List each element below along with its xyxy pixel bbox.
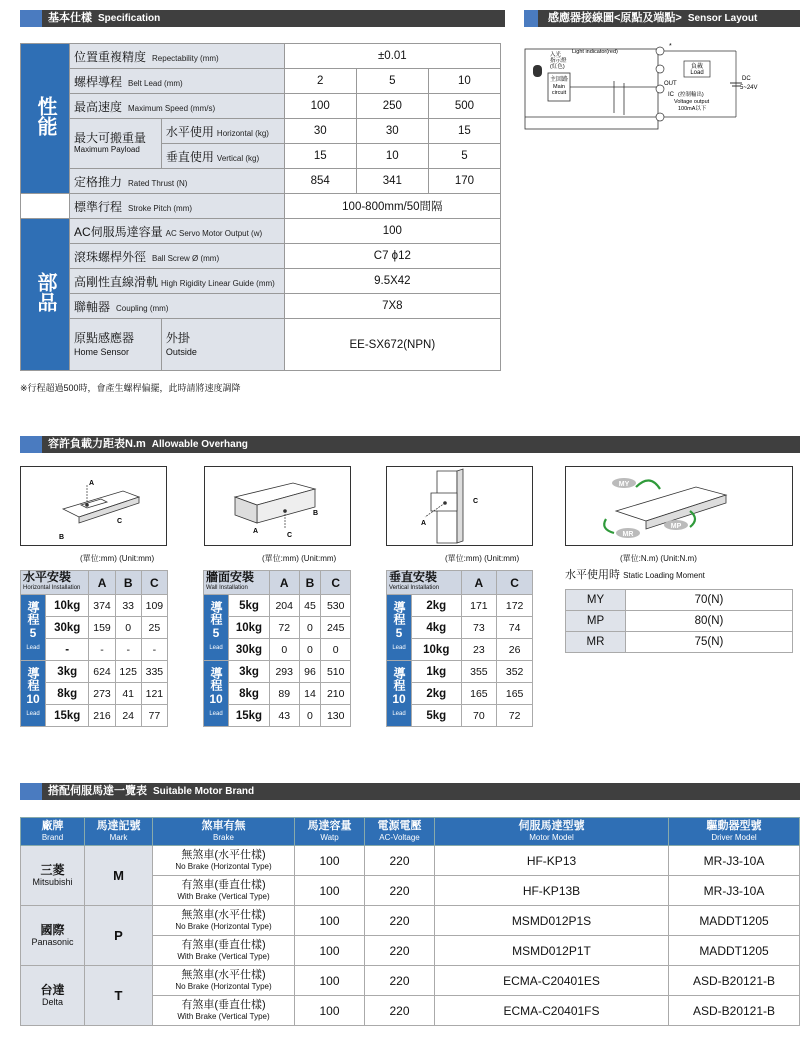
table-row xyxy=(21,595,168,617)
label-c: C xyxy=(117,518,123,525)
horizontal-title: 水平安裝 Horizontal Installation xyxy=(21,571,89,595)
moment-title xyxy=(565,566,705,582)
value-a: 73 xyxy=(461,617,497,639)
group-performance: 性能 xyxy=(21,44,70,194)
spec-row-screw xyxy=(21,244,501,269)
value-c: 77 xyxy=(141,705,167,727)
table-row xyxy=(566,611,793,632)
mark-cell: T xyxy=(85,966,153,1026)
table-row xyxy=(21,661,168,683)
brake-cell: 有煞車(垂直仕樣) With Brake (Vertical Type) xyxy=(153,876,295,906)
indicator-label3: (紅色) xyxy=(550,64,565,70)
col-b: B xyxy=(115,571,141,595)
value-payload-v-1: 15 xyxy=(284,144,356,169)
weight-cell: 3kg xyxy=(46,661,89,683)
lead-10-label: 導程 10 Lead xyxy=(204,661,229,727)
value-b: 0 xyxy=(299,639,321,661)
value-c: 109 xyxy=(141,595,167,617)
rotation-arrow-icon xyxy=(636,480,660,489)
weight-cell: 4kg xyxy=(412,617,462,639)
dc-voltage: 5~24V xyxy=(740,85,758,91)
watt-cell: 100 xyxy=(295,996,365,1026)
col-motor-model: 伺服馬達型號 Motor Model xyxy=(435,818,669,846)
spec-row-coupling xyxy=(21,294,501,319)
value-b: 24 xyxy=(115,705,141,727)
vertical-title: 垂直安裝 Vertical Installation xyxy=(387,571,462,595)
value-thrust-1: 854 xyxy=(284,169,356,194)
col-c: C xyxy=(497,571,533,595)
brake-cell: 有煞車(垂直仕樣) With Brake (Vertical Type) xyxy=(153,936,295,966)
sensor-wiring-diagram xyxy=(524,43,764,133)
moment-value: 75(N) xyxy=(626,632,793,653)
col-c: C xyxy=(321,571,351,595)
watt-cell: 100 xyxy=(295,846,365,876)
value-b: 0 xyxy=(115,617,141,639)
horizontal-install-diagram xyxy=(21,467,166,545)
spec-row-motor xyxy=(21,219,501,244)
spec-row-stroke xyxy=(21,194,501,219)
header-accent xyxy=(524,10,538,27)
motor-model-cell: ECMA-C20401ES xyxy=(435,966,669,996)
value-a: 216 xyxy=(89,705,115,727)
moment-key: MY xyxy=(566,590,626,611)
weight-cell: 2kg xyxy=(412,683,462,705)
load-zh: 負載 xyxy=(690,64,704,70)
indicator-label: 入光 xyxy=(550,52,562,58)
moment-diagram-panel xyxy=(565,466,793,546)
col-brake: 煞車有無 Brake xyxy=(153,818,295,846)
voltage-cell: 220 xyxy=(365,846,435,876)
col-a: A xyxy=(89,571,115,595)
label-ball-screw: 滾珠螺桿外徑 Ball Screw Ø (mm) xyxy=(70,244,285,269)
overhang-header-en: Allowable Overhang xyxy=(151,439,248,450)
value-home-sensor: EE-SX672(NPN) xyxy=(284,319,500,371)
value-c: 74 xyxy=(497,617,533,639)
ctrl-label: (控制輸出) xyxy=(678,92,704,98)
label-lead: 螺桿導程 Belt Lead (mm) xyxy=(70,69,285,94)
header-accent xyxy=(20,436,42,453)
wall-title: 牆面安裝 Wall Installation xyxy=(204,571,270,595)
vertical-diagram-panel xyxy=(386,466,533,546)
value-c: 25 xyxy=(141,617,167,639)
value-speed-1: 100 xyxy=(284,94,356,119)
value-thrust-3: 170 xyxy=(428,169,500,194)
horizontal-overhang-table xyxy=(20,570,168,727)
table-row xyxy=(204,595,351,617)
value-payload-h-3: 15 xyxy=(428,119,500,144)
label-home-sensor: 原點感應器 Home Sensor xyxy=(70,319,162,371)
moment-value: 70(N) xyxy=(626,590,793,611)
value-b: 0 xyxy=(299,617,321,639)
weight-cell: 3kg xyxy=(229,661,270,683)
value-b: 0 xyxy=(299,705,321,727)
value-a: 0 xyxy=(269,639,299,661)
motor-model-cell: MSMD012P1T xyxy=(435,936,669,966)
value-c: 245 xyxy=(321,617,351,639)
spec-row-repeat xyxy=(21,44,501,69)
ic-label: IC xyxy=(668,92,674,98)
led-icon xyxy=(533,65,542,77)
label-a: A xyxy=(89,480,95,487)
dc-label: DC xyxy=(742,76,751,82)
driver-model-cell: MADDT1205 xyxy=(669,906,800,936)
value-a: 273 xyxy=(89,683,115,705)
value-c: 210 xyxy=(321,683,351,705)
value-speed-2: 250 xyxy=(356,94,428,119)
wall-diagram-panel xyxy=(204,466,351,546)
light-indicator-label: Light indicator(red) xyxy=(572,49,618,55)
value-a: 70 xyxy=(461,705,497,727)
weight-cell: 30kg xyxy=(229,639,270,661)
motor-model-cell: HF-KP13 xyxy=(435,846,669,876)
motor-header-en: Suitable Motor Brand xyxy=(153,786,255,797)
table-row xyxy=(21,846,800,876)
lead-5-label: 導程 5 Lead xyxy=(387,595,412,661)
value-c: 530 xyxy=(321,595,351,617)
overhang-header-zh: 容許負載力距表N.m xyxy=(48,438,146,450)
value-payload-h-2: 30 xyxy=(356,119,428,144)
label-c: C xyxy=(287,532,293,539)
value-b: 41 xyxy=(115,683,141,705)
weight-cell: 8kg xyxy=(229,683,270,705)
table-row xyxy=(566,632,793,653)
weight-cell: 10kg xyxy=(229,617,270,639)
brake-cell: 無煞車(水平仕樣) No Brake (Horizontal Type) xyxy=(153,846,295,876)
watt-cell: 100 xyxy=(295,936,365,966)
indicator-label2: 指示燈 xyxy=(550,58,567,64)
main-circuit-en2: circuit xyxy=(551,90,567,96)
moment-key: MR xyxy=(566,632,626,653)
voltage-cell: 220 xyxy=(365,906,435,936)
value-b: 96 xyxy=(299,661,321,683)
load-en: Load xyxy=(690,70,704,76)
motor-section-header xyxy=(20,783,800,800)
header-accent xyxy=(20,783,42,800)
terminal-out-icon xyxy=(656,85,664,93)
value-a: 374 xyxy=(89,595,115,617)
voltage-cell: 220 xyxy=(365,876,435,906)
value-speed-3: 500 xyxy=(428,94,500,119)
label-stroke: 標準行程 Stroke Pitch (mm) xyxy=(70,194,285,219)
driver-model-cell: MR-J3-10A xyxy=(669,846,800,876)
terminal-l-icon xyxy=(656,65,664,73)
value-a: 624 xyxy=(89,661,115,683)
terminal-minus-icon xyxy=(656,113,664,121)
weight-cell: 5kg xyxy=(412,705,462,727)
weight-cell: 8kg xyxy=(46,683,89,705)
value-a: 159 xyxy=(89,617,115,639)
value-c: 352 xyxy=(497,661,533,683)
mark-cell: P xyxy=(85,906,153,966)
value-lead-1: 2 xyxy=(284,69,356,94)
spec-section-header xyxy=(20,10,505,27)
spec-row-thrust xyxy=(21,169,501,194)
motor-model-cell: HF-KP13B xyxy=(435,876,669,906)
label-mr: MR xyxy=(622,531,634,538)
spec-row-guide xyxy=(21,269,501,294)
weight-cell: 2kg xyxy=(412,595,462,617)
wall-install-diagram xyxy=(205,467,350,545)
star-mark: * xyxy=(669,43,672,50)
voltage-cell: 220 xyxy=(365,966,435,996)
voltage-cell: 220 xyxy=(365,936,435,966)
col-c: C xyxy=(141,571,167,595)
driver-model-cell: ASD-B20121-B xyxy=(669,966,800,996)
value-payload-h-1: 30 xyxy=(284,119,356,144)
value-b: 14 xyxy=(299,683,321,705)
spec-row-speed xyxy=(21,94,501,119)
voltage-output-label: Voltage output xyxy=(674,99,710,105)
voltage-cell: 220 xyxy=(365,996,435,1026)
brand-cell: 國際 Panasonic xyxy=(21,906,85,966)
value-payload-v-3: 5 xyxy=(428,144,500,169)
value-c: 0 xyxy=(321,639,351,661)
value-coupling: 7X8 xyxy=(284,294,500,319)
col-mark: 馬達記號 Mark xyxy=(85,818,153,846)
value-a: 165 xyxy=(461,683,497,705)
out-label: OUT xyxy=(664,81,677,87)
unit-vertical: (單位:mm) (Unit:mm) xyxy=(445,554,520,563)
motor-header-row xyxy=(21,818,800,846)
value-b: - xyxy=(115,639,141,661)
group-parts: 部品 xyxy=(21,219,70,371)
sensor-section-header xyxy=(524,10,800,27)
value-a: 23 xyxy=(461,639,497,661)
sensor-header-en: Sensor Layout xyxy=(687,13,758,24)
value-c: 130 xyxy=(321,705,351,727)
voltage-output-limit: 100mA以下 xyxy=(678,106,707,112)
lead-5-label: 導程 5 Lead xyxy=(21,595,46,661)
driver-model-cell: ASD-B20121-B xyxy=(669,996,800,1026)
value-c: - xyxy=(141,639,167,661)
unit-horizontal: (單位:mm) (Unit:mm) xyxy=(80,554,155,563)
table-row xyxy=(21,906,800,936)
value-a: 293 xyxy=(269,661,299,683)
spec-table xyxy=(20,43,501,371)
lead-10-label: 導程 10 Lead xyxy=(21,661,46,727)
col-b: B xyxy=(299,571,321,595)
col-voltage: 電源電壓 AC-Voltage xyxy=(365,818,435,846)
label-repeatability: 位置重複精度 Repectability (mm) xyxy=(70,44,285,69)
label-payload-horizontal: 水平使用 Horizontal (kg) xyxy=(161,119,284,144)
col-brand: 廠牌 Brand xyxy=(21,818,85,846)
value-a: 204 xyxy=(269,595,299,617)
value-motor-output: 100 xyxy=(284,219,500,244)
spec-header-zh: 基本仕樣 xyxy=(48,12,92,24)
brake-cell: 無煞車(水平仕樣) No Brake (Horizontal Type) xyxy=(153,906,295,936)
col-a: A xyxy=(269,571,299,595)
value-c: 72 xyxy=(497,705,533,727)
label-thrust: 定格推力 Rated Thrust (N) xyxy=(70,169,285,194)
label-payload: 最大可搬重量 Maximum Payload xyxy=(70,119,162,169)
moment-diagram xyxy=(566,467,792,545)
wall-overhang-table xyxy=(203,570,351,727)
watt-cell: 100 xyxy=(295,906,365,936)
brake-cell: 有煞車(垂直仕樣) With Brake (Vertical Type) xyxy=(153,996,295,1026)
value-thrust-2: 341 xyxy=(356,169,428,194)
brand-cell: 三菱 Mitsubishi xyxy=(21,846,85,906)
motor-table xyxy=(20,817,800,1026)
label-a: A xyxy=(253,528,259,535)
col-a: A xyxy=(461,571,497,595)
moment-title-zh: 水平使用時 xyxy=(565,569,620,581)
group-spacer xyxy=(21,194,70,219)
label-my: MY xyxy=(618,481,630,488)
moment-value: 80(N) xyxy=(626,611,793,632)
mark-cell: M xyxy=(85,846,153,906)
label-motor-output: AC伺服馬達容量 AC Servo Motor Output (w) xyxy=(70,219,285,244)
weight-cell: 1kg xyxy=(412,661,462,683)
lead-10-label: 導程 10 Lead xyxy=(387,661,412,727)
vertical-overhang-table xyxy=(386,570,533,727)
driver-model-cell: MR-J3-10A xyxy=(669,876,800,906)
table-row xyxy=(387,661,533,683)
value-c: 172 xyxy=(497,595,533,617)
lead-5-label: 導程 5 Lead xyxy=(204,595,229,661)
value-c: 335 xyxy=(141,661,167,683)
spec-header-en: Specification xyxy=(98,13,161,24)
weight-cell: 10kg xyxy=(46,595,89,617)
value-c: 165 xyxy=(497,683,533,705)
horizontal-diagram-panel xyxy=(20,466,167,546)
brake-cell: 無煞車(水平仕樣) No Brake (Horizontal Type) xyxy=(153,966,295,996)
moment-key: MP xyxy=(566,611,626,632)
motor-model-cell: ECMA-C20401FS xyxy=(435,996,669,1026)
value-c: 121 xyxy=(141,683,167,705)
col-driver-model: 驅動器型號 Driver Model xyxy=(669,818,800,846)
label-payload-vertical: 垂直使用 Vertical (kg) xyxy=(161,144,284,169)
weight-cell: - xyxy=(46,639,89,661)
value-b: 125 xyxy=(115,661,141,683)
moment-title-en: Static Loading Moment xyxy=(623,571,705,580)
value-ball-screw: C7 ϕ12 xyxy=(284,244,500,269)
moment-table xyxy=(565,589,793,653)
vertical-install-diagram xyxy=(387,467,532,545)
weight-cell: 10kg xyxy=(412,639,462,661)
driver-model-cell: MADDT1205 xyxy=(669,936,800,966)
table-row xyxy=(387,595,533,617)
value-linear-guide: 9.5X42 xyxy=(284,269,500,294)
value-a: - xyxy=(89,639,115,661)
table-row xyxy=(204,661,351,683)
value-stroke: 100-800mm/50間隔 xyxy=(284,194,500,219)
label-coupling: 聯軸器 Coupling (mm) xyxy=(70,294,285,319)
unit-moment: (單位:N.m) (Unit:N.m) xyxy=(620,554,697,563)
value-lead-2: 5 xyxy=(356,69,428,94)
label-b: B xyxy=(313,510,319,517)
weight-cell: 15kg xyxy=(229,705,270,727)
label-b: B xyxy=(59,534,65,541)
value-c: 510 xyxy=(321,661,351,683)
value-b: 45 xyxy=(299,595,321,617)
motor-model-cell: MSMD012P1S xyxy=(435,906,669,936)
value-b: 33 xyxy=(115,595,141,617)
weight-cell: 5kg xyxy=(229,595,270,617)
stroke-note: ※行程超過500時，會產生螺桿偏擺，此時請將速度調降 xyxy=(20,383,241,393)
watt-cell: 100 xyxy=(295,876,365,906)
header-accent xyxy=(20,10,42,27)
table-row xyxy=(566,590,793,611)
value-a: 171 xyxy=(461,595,497,617)
label-c: C xyxy=(473,498,479,505)
sensor-header-zh: 感應器接線圖<原點及端點> xyxy=(548,12,682,24)
value-a: 89 xyxy=(269,683,299,705)
watt-cell: 100 xyxy=(295,966,365,996)
motor-header-zh: 搭配伺服馬達一覽表 xyxy=(48,785,147,797)
table-row xyxy=(21,966,800,996)
weight-cell: 15kg xyxy=(46,705,89,727)
value-a: 72 xyxy=(269,617,299,639)
weight-cell: 30kg xyxy=(46,617,89,639)
col-watt: 馬達容量 Watp xyxy=(295,818,365,846)
label-linear-guide: 高剛性直線滑軌 High Rigidity Linear Guide (mm) xyxy=(70,269,285,294)
value-lead-3: 10 xyxy=(428,69,500,94)
main-circuit-en1: Main xyxy=(553,84,565,90)
label-a: A xyxy=(421,520,427,527)
spec-row-home-sensor xyxy=(21,319,501,371)
rotation-arrow-icon xyxy=(604,519,614,533)
spec-row-lead xyxy=(21,69,501,94)
value-payload-v-2: 10 xyxy=(356,144,428,169)
label-mp: MP xyxy=(670,523,682,530)
value-a: 355 xyxy=(461,661,497,683)
brand-cell: 台達 Delta xyxy=(21,966,85,1026)
label-sensor-mount: 外掛 Outside xyxy=(161,319,284,371)
main-circuit-zh: 主回路 xyxy=(549,77,569,83)
value-repeatability: ±0.01 xyxy=(284,44,500,69)
spec-row-payload-h xyxy=(21,119,501,144)
label-speed: 最高速度 Maximum Speed (mm/s) xyxy=(70,94,285,119)
value-a: 43 xyxy=(269,705,299,727)
value-c: 26 xyxy=(497,639,533,661)
unit-wall: (單位:mm) (Unit:mm) xyxy=(262,554,337,563)
terminal-plus-icon xyxy=(656,47,664,55)
overhang-section-header xyxy=(20,436,800,453)
